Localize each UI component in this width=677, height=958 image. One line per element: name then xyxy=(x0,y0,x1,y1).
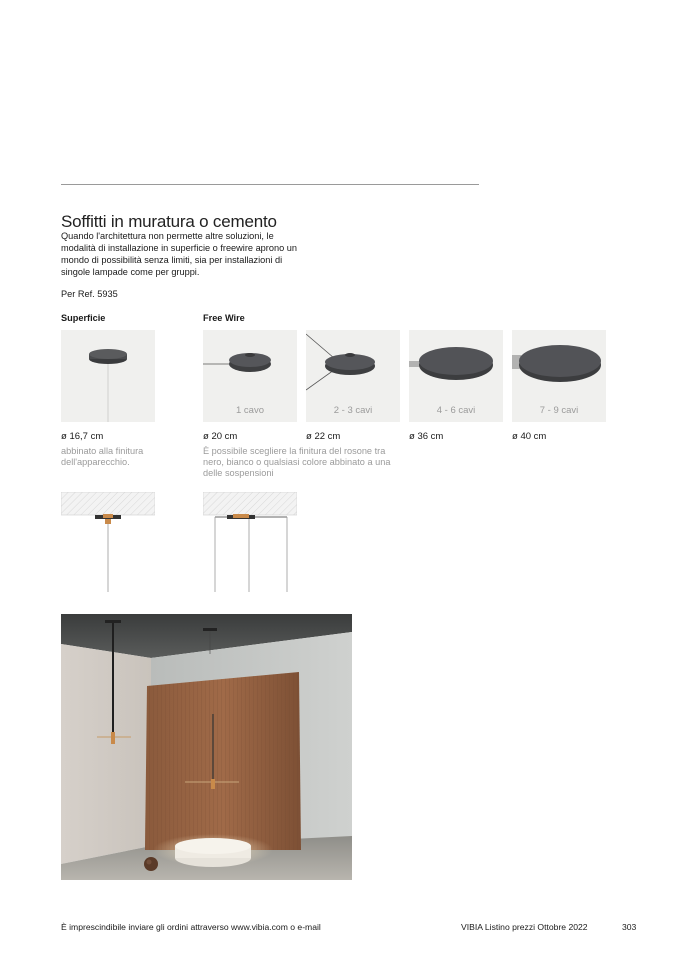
surface-diameter: ø 16,7 cm xyxy=(61,431,104,442)
freewire-installation-diagram xyxy=(203,492,297,597)
interior-scene-photo xyxy=(61,614,352,880)
freewire-note: È possibile scegliere la finitura del rosone tra nero, bianco o qualsiasi colore abbinato a una delle sospensioni xyxy=(203,446,391,478)
freewire-option-1-diameter: ø 20 cm xyxy=(203,431,238,442)
freewire-option-2-diameter: ø 22 cm xyxy=(306,431,341,442)
freewire-option-3-image xyxy=(409,330,503,422)
surface-canopy-image xyxy=(61,330,155,422)
freewire-option-1-image xyxy=(203,330,297,422)
freewire-option-4-caption: 7 - 9 cavi xyxy=(539,405,579,416)
freewire-option-4-diameter: ø 40 cm xyxy=(512,431,547,442)
freewire-option-2-image xyxy=(306,330,400,422)
freewire-heading: Free Wire xyxy=(203,313,245,323)
page-title: Soffitti in muratura o cemento xyxy=(61,212,277,232)
surface-note: abbinato alla finitura dell'apparecchio. xyxy=(61,446,144,467)
order-note: È imprescindibile inviare gli ordini attraverso www.vibia.com o e-mail xyxy=(61,922,321,932)
page-number: 303 xyxy=(622,922,637,932)
top-divider xyxy=(61,184,479,185)
freewire-option-2-caption: 2 - 3 cavi xyxy=(333,405,373,416)
reference-label: Per Ref. 5935 xyxy=(61,289,118,299)
freewire-option-4-image xyxy=(512,330,606,422)
catalog-label: VIBIA Listino prezzi Ottobre 2022 xyxy=(461,922,588,932)
surface-installation-diagram xyxy=(61,492,155,597)
intro-paragraph: Quando l'architettura non permette altre soluzioni, le modalità di installazione in superficie o freewire aprono un mondo di possibilità senza limiti, sia per installazioni di singole lampade come per gruppi. xyxy=(61,231,297,277)
surface-heading: Superficie xyxy=(61,313,106,323)
freewire-option-3-diameter: ø 36 cm xyxy=(409,431,444,442)
freewire-option-3-caption: 4 - 6 cavi xyxy=(436,405,476,416)
freewire-option-1-caption: 1 cavo xyxy=(236,405,264,416)
